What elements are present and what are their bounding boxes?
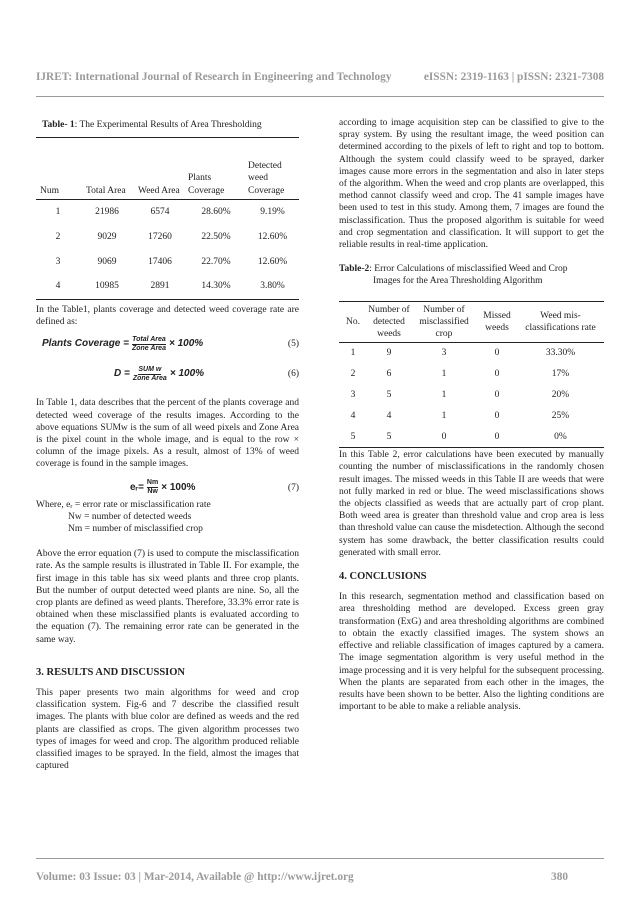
table-cell: 22.50% xyxy=(201,231,231,242)
footer-rule xyxy=(36,858,604,859)
table-cell: 10985 xyxy=(95,281,119,292)
table2-header-rate: Weed mis-classifications rate xyxy=(525,310,596,333)
table-cell: 0 xyxy=(441,431,447,442)
paragraph: In this research, segmentation method and classification based on area thresholding method are developed. Excess green gray transformation (ExG) and area thresholding algorithms are combined to obtain the exactly classified images. The system shows an effective and reliable classification of images captured by a camera. The image segmentation algorithm is very useful method in the image processing and it is very helpful for the subsequent processing. When the plants are separated from each other in the images, the results have been shown to be better. Also the lighting conditions are important to be able to make a reliable analysis. xyxy=(339,592,604,713)
table1-caption-label: Table- 1 xyxy=(42,120,75,130)
table-cell: 33.30% xyxy=(545,348,576,359)
table-cell: 9.19% xyxy=(260,206,285,217)
fraction xyxy=(133,366,167,383)
table-cell: 5 xyxy=(350,431,356,442)
table-cell: 3 xyxy=(350,390,356,401)
table-cell: 25% xyxy=(551,411,570,422)
table1-header-num: Num xyxy=(40,185,59,196)
paragraph: This paper presents two main algorithms for weed and crop classification system. Fig-6 and 7 describe the classified result images. The plants with blue color are defined as weeds and the red plants are classified as crops. The given algorithm processes two types of images for weed and crop. The algorithm produced reliable classified images to be sprayed. In the field, almost the images that captured xyxy=(36,688,299,772)
table-cell: 0 xyxy=(494,348,500,359)
table-cell: 0 xyxy=(494,390,500,401)
table2-header-no: No. xyxy=(346,316,360,327)
table-cell: 4 xyxy=(386,411,392,422)
table-cell: 12.60% xyxy=(257,256,288,267)
table-cell: 3 xyxy=(441,348,447,359)
equation-formula xyxy=(36,366,204,383)
table-cell: 17406 xyxy=(148,256,172,267)
table-cell: 0% xyxy=(554,431,567,442)
table2 xyxy=(339,301,604,449)
page-footer xyxy=(36,871,604,883)
table1-top-rule xyxy=(36,137,299,138)
equation-6 xyxy=(36,363,299,385)
table2-caption-label: Table-2 xyxy=(339,264,370,275)
right-body xyxy=(339,117,604,713)
equation-number: (5) xyxy=(287,339,299,350)
table-row xyxy=(36,249,299,274)
table1-section xyxy=(36,119,299,300)
equation-number: (6) xyxy=(287,369,299,380)
equation-formula xyxy=(36,336,203,353)
table-cell: 0 xyxy=(494,431,500,442)
table-row xyxy=(339,406,604,427)
table-cell: 6 xyxy=(386,369,392,380)
table-cell: 5 xyxy=(386,390,392,401)
table-cell: 1 xyxy=(441,390,447,401)
fraction-numerator: Nm xyxy=(146,479,159,487)
issn: eISSN: 2319-1163 | pISSN: 2321-7308 xyxy=(423,71,604,83)
table-cell: 22.70% xyxy=(201,256,231,267)
fraction xyxy=(147,479,158,496)
equation-rhs: × 100% xyxy=(161,481,196,493)
paragraph: according to image acquisition step can be classified to give to the spray system. By using the resultant image, the weed position can determined according to the pixels of left to right and top to bottom. Although the system could classify weed to be sprayed, darker images cause more errors in the segmentation and also in later steps of the algorithm. When the weed and crop plants are overlapped, this method cannot classify weed and crop. The 41 sample images have been used to test in this study. Among them, 7 images are found the misclassification. Thus the proposed algorithm is suitable for weed and crop segmentation and classification. It will support to get the reliable results in real-time application. xyxy=(339,118,604,251)
equation-rhs: × 100% xyxy=(169,368,205,380)
where-line: Where, eᵣ = error rate or misclassification rate xyxy=(36,499,211,510)
page-number: 380 xyxy=(551,871,568,883)
table1 xyxy=(36,160,299,300)
fraction-numerator: Total Area xyxy=(132,335,166,343)
section-heading: 4. CONCLUSIONS xyxy=(339,571,427,583)
paragraph: In Table 1, data describes that the percent of the plants coverage and detected weed coverage of the results images. According to the above equations SUMw is the sum of all weed pixels and Zone Area is the pixel count in the whole image, and is equal to the row × column of the image pixels. As a result, almost of 13% of weed coverage is found in the sample images. xyxy=(36,398,299,470)
table-cell: 2 xyxy=(350,369,356,380)
table2-caption-text: : Error Calculations of misclassified Weed and Crop xyxy=(369,264,568,275)
page-header xyxy=(36,71,604,83)
table-cell: 4 xyxy=(55,281,61,292)
table1-caption-text: : The Experimental Results of Area Thresholding xyxy=(74,120,262,130)
table-cell: 3 xyxy=(55,256,61,267)
table-cell: 2 xyxy=(55,231,61,242)
table-cell: 20% xyxy=(551,390,570,401)
table-row xyxy=(339,385,604,406)
table-cell: 4 xyxy=(350,411,356,422)
footer-volume: Volume: 03 Issue: 03 | Mar-2014, Available @ http://www.ijret.org xyxy=(36,871,354,883)
table-row xyxy=(339,427,604,448)
table1-header-detected: Detected weed Coverage xyxy=(248,161,285,196)
table-row xyxy=(339,364,604,385)
table1-caption xyxy=(36,119,299,131)
left-body xyxy=(36,304,299,772)
table1-header-weed: Weed Area xyxy=(138,185,180,196)
table2-header-missed: Missed weeds xyxy=(483,310,511,333)
table-cell: 9069 xyxy=(97,256,117,267)
table2-header-detected: Number of detected weeds xyxy=(368,304,410,340)
table-cell: 9 xyxy=(386,348,392,359)
table-row xyxy=(339,343,604,364)
table1-header-total: Total Area xyxy=(86,185,126,196)
fraction-denominator: Zone Area xyxy=(132,374,167,382)
table-cell: 0 xyxy=(494,411,500,422)
where-line: Nw = number of detected weeds xyxy=(68,511,192,522)
table-cell: 17% xyxy=(551,369,570,380)
journal-title: IJRET: International Journal of Research in Engineering and Technology xyxy=(36,71,392,83)
table-row xyxy=(36,274,299,299)
equation-rhs: × 100% xyxy=(168,338,204,350)
table-cell: 6574 xyxy=(150,206,170,217)
table2-caption-text-2: Images for the Area Thresholding Algorithm xyxy=(373,276,543,287)
table-cell: 21986 xyxy=(95,206,119,217)
table-cell: 14.30% xyxy=(201,281,231,292)
table-cell: 3.80% xyxy=(260,281,285,292)
header-rule xyxy=(36,96,604,97)
table-cell: 1 xyxy=(441,369,447,380)
table-cell: 0 xyxy=(494,369,500,380)
fraction-numerator: SUM w xyxy=(138,365,162,373)
table-cell: 9029 xyxy=(97,231,117,242)
table1-header-row xyxy=(36,160,299,199)
table-cell: 1 xyxy=(55,206,61,217)
fraction-denominator: Nw xyxy=(147,488,158,496)
table-cell: 17260 xyxy=(148,231,172,242)
section-heading: 3. RESULTS AND DISCUSSION xyxy=(36,666,185,678)
table-cell: 12.60% xyxy=(257,231,288,242)
table-cell: 28.60% xyxy=(201,206,231,217)
paragraph: In the Table1, plants coverage and detected weed coverage rate are defined as: xyxy=(36,305,299,328)
equation-lhs: Plants Coverage = xyxy=(42,338,129,350)
table-cell: 5 xyxy=(386,431,392,442)
equation-7 xyxy=(36,477,299,499)
equation-5 xyxy=(36,333,299,355)
table-row xyxy=(36,199,299,224)
table-cell: 2891 xyxy=(150,281,170,292)
table2-header-row xyxy=(339,301,604,343)
table-cell: 1 xyxy=(350,348,356,359)
fraction-denominator: Zone Area xyxy=(131,344,166,352)
paragraph: In this Table 2, error calculations have been executed by manually counting the number of misclassifications in the randomly chosen result images. The missed weeds in this Table II are weeds that were not fully marked in red or blue. The weed misclassifications shows the objects classified as weeds that are actually part of crop plant. Both weed area is greater than threshold value and crop area is less than threshold value can cause the misdetection. Although the second system has some drawback, the better classification results could generated with small error. xyxy=(339,450,604,558)
fraction xyxy=(132,336,166,353)
where-line: Nm = number of misclassified crop xyxy=(68,524,203,535)
table2-header-misclassified: Number of misclassified crop xyxy=(419,304,469,340)
table1-header-plants: Plants Coverage xyxy=(188,173,225,196)
equation-number: (7) xyxy=(287,482,299,493)
equation-lhs: eᵣ= xyxy=(130,481,144,493)
table-cell: 1 xyxy=(441,411,447,422)
paragraph: Above the error equation (7) is used to compute the misclassification rate. As the sample results is illustrated in Table II. For example, the first image in this table has six weed plants and three crop plants. But the number of output detected weed plants are nine. So, all the crop plants are defined as weed plants. Therefore, 33.3% error rate is obtained when these misclassified plants is evaluated according to the equation (7). The remaining error rate can be generated in the same way. xyxy=(36,549,299,645)
table-row xyxy=(36,224,299,249)
table2-caption xyxy=(339,263,604,287)
equation-formula xyxy=(36,479,195,496)
equation-lhs: D = xyxy=(114,368,130,380)
